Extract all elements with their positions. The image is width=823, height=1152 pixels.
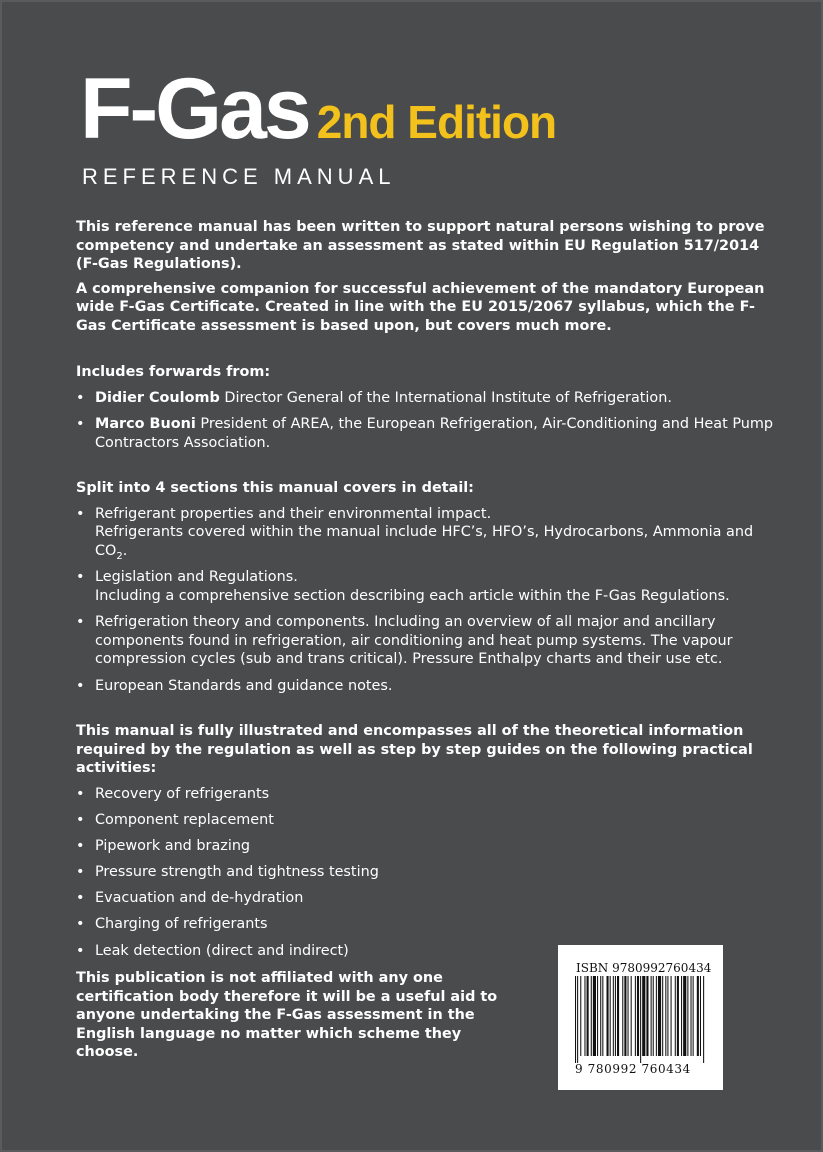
barcode-bar [658, 976, 661, 1056]
practical-item: • Pipework and brazing [76, 837, 782, 856]
barcode-bar [613, 976, 614, 1056]
barcode-bar [635, 976, 636, 1056]
barcode-bar [591, 976, 592, 1056]
title-block [80, 61, 557, 157]
forward-name: Marco Buoni [95, 416, 196, 432]
practical-item: • Charging of refrigerants [76, 915, 782, 934]
forwards-list [76, 389, 782, 453]
barcode-bar [628, 976, 629, 1056]
section-item-text: Including a comprehensive section describing each article within the F-Gas Regulations. [95, 587, 730, 604]
barcode-bar [662, 976, 663, 1056]
barcode-bar [593, 976, 596, 1056]
section-item [76, 505, 782, 561]
intro-paragraph-1: This reference manual has been written to support natural persons wishing to prove competency and undertake an assessment as stated within EU Regulation 517/2014 (F-Gas Regulations). [76, 219, 765, 272]
section-item [76, 568, 782, 605]
barcode-bar [667, 976, 668, 1056]
forward-role: Director General of the International Institute of Refrigeration. [219, 389, 672, 406]
barcode-bar [624, 976, 626, 1056]
forwards-heading: Includes forwards from: [76, 364, 271, 380]
barcode-bar [651, 976, 652, 1056]
section-item-text: Legislation and Regulations. [95, 569, 298, 585]
practical-item: • Recovery of refrigerants [76, 785, 782, 804]
barcode-bar [640, 976, 641, 1063]
practical-item: • Evacuation and de-hydration [76, 889, 782, 908]
barcode-bar [622, 976, 623, 1056]
barcode-bar [691, 976, 692, 1056]
closing-statement: This publication is not affiliated with any one certification body therefore it will be a useful aid to anyone undertaking the F-Gas assessment in the English language no matter which scheme they choose. [76, 970, 498, 1060]
barcode-digits: 9 780992 760434 [575, 1062, 691, 1076]
title-main: F-Gas [80, 61, 309, 157]
section-item [76, 677, 782, 696]
description-body [76, 218, 782, 968]
section-item-text: European Standards and guidance notes. [95, 677, 393, 694]
barcode-bar [642, 976, 645, 1056]
section-item [76, 613, 782, 669]
barcode-bar [602, 976, 603, 1056]
practical-item: • Component replacement [76, 811, 782, 830]
barcode-bar [607, 976, 609, 1056]
barcode-bar [577, 976, 578, 1063]
section-item-text: Refrigeration theory and components. Including an overview of all major and ancillary components found in refrigeration, air conditioning and heat pump systems. The vapour compression cycles (sub and trans critical). Pressure Enthalpy charts and their use etc. [95, 614, 733, 667]
barcode-bar [600, 976, 601, 1056]
barcode-bar [697, 976, 699, 1056]
barcode-bar [646, 976, 648, 1056]
section-item-text: Refrigerants covered within the manual include HFC’s, HFO’s, Hydrocarbons, Ammonia and CO [95, 524, 754, 559]
barcode-bar [637, 976, 639, 1056]
forward-name: Didier Coulomb [95, 389, 220, 406]
barcode-bar [693, 976, 694, 1056]
forward-item [76, 389, 782, 408]
practical-heading: This manual is fully illustrated and encompasses all of the theoretical information required by the regulation as well as step by step guides on the following practical activities: [76, 723, 753, 776]
barcode-bar [584, 976, 585, 1056]
section-item-text: Refrigerant properties and their environmental impact. [95, 505, 492, 522]
subtitle: REFERENCE MANUAL [82, 164, 396, 189]
barcode-bar [575, 976, 576, 1063]
barcode-bar [671, 976, 672, 1056]
practical-item: • Leak detection (direct and indirect) [76, 942, 782, 961]
sections-heading: Split into 4 sections this manual covers in detail: [76, 480, 474, 496]
isbn-barcode [558, 945, 723, 1090]
subscript: 2 [116, 550, 123, 562]
forward-item [76, 415, 782, 452]
barcode-bar [610, 976, 611, 1056]
barcode-bar [617, 976, 619, 1056]
barcode-bar [665, 976, 666, 1056]
barcode-bar [580, 976, 581, 1056]
barcode-bar [615, 976, 616, 1056]
practical-list [76, 785, 782, 961]
barcode-bar [587, 976, 589, 1056]
sections-list [76, 505, 782, 696]
forward-role: President of AREA, the European Refrigeration, Air-Conditioning and Heat Pump Contractors Association. [95, 416, 774, 451]
punctuation: . [122, 542, 128, 559]
barcode-bar [681, 976, 682, 1056]
barcode-bar [687, 976, 688, 1056]
barcode-bar [703, 976, 704, 1063]
barcode-bar [597, 976, 598, 1056]
barcode-bar [677, 976, 679, 1056]
title-edition: 2nd Edition [316, 96, 557, 148]
practical-item: • Pressure strength and tightness testing [76, 863, 782, 882]
barcode-bar [675, 976, 676, 1056]
barcode-bars [574, 976, 706, 1063]
barcode-bar [631, 976, 632, 1056]
intro-paragraph-2: A comprehensive companion for successful achievement of the mandatory European wide F-Gas Certificate. Created in line with the EU 2015/2067 syllabus, which the F-Gas Certificate assessment is based upon, but covers much more. [76, 280, 765, 334]
barcode-bar [683, 976, 686, 1056]
isbn-label: ISBN 9780992760434 [576, 961, 712, 975]
barcode-bar [653, 976, 654, 1056]
barcode-bar [700, 976, 701, 1056]
barcode-bar [656, 976, 657, 1056]
